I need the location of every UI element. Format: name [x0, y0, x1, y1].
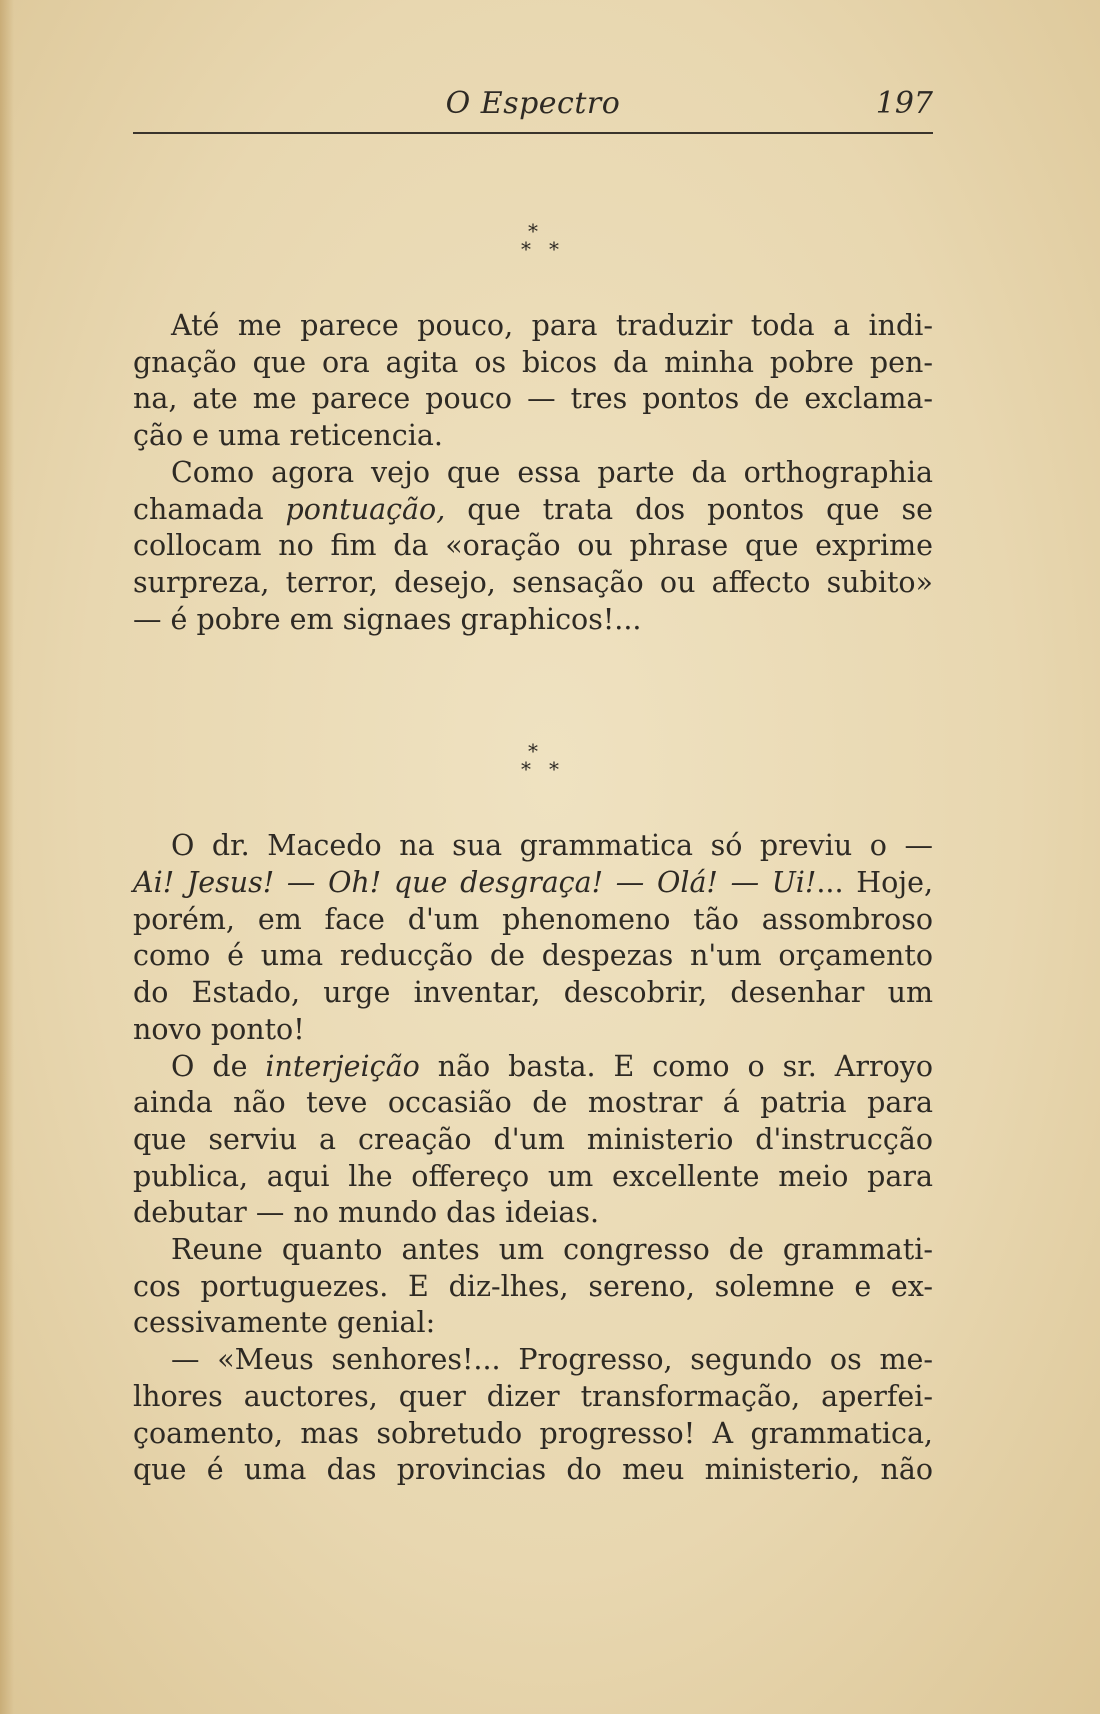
paragraph-line: que é uma das provincias do meu ministerio, não — [133, 1453, 933, 1487]
asterism-top: * — [528, 739, 538, 764]
paragraph-line: Reune quanto antes um congresso de grammati- — [171, 1233, 933, 1267]
paragraph-line: O de interjeição não basta. E como o sr. Arroyo — [171, 1049, 933, 1083]
paragraph-line: cos portuguezes. E diz-lhes, sereno, solemne e ex- — [133, 1269, 933, 1303]
paragraph-line: que serviu a creação d'um ministerio d'instrucção — [133, 1122, 933, 1156]
paragraph-line: Como agora vejo que essa parte da orthographia — [171, 455, 933, 489]
paragraph-line: debutar — no mundo das ideias. — [133, 1196, 600, 1230]
asterism-bottom: ** — [521, 757, 577, 782]
paragraph-line: O dr. Macedo na sua grammatica só previu o — — [171, 829, 933, 863]
book-page — [133, 80, 933, 1489]
paragraph-line: collocam no fim da «oração ou phrase que exprime — [133, 529, 933, 563]
paragraph-line: cessivamente genial: — [133, 1306, 436, 1340]
italic-term: pontuação, — [285, 492, 446, 526]
page-number: 197 — [875, 86, 933, 121]
section-1 — [133, 308, 933, 638]
paragraph-line: porém, em face d'um phenomeno tão assombroso — [133, 902, 933, 936]
italic-term: interjeição — [265, 1049, 420, 1083]
running-title: O Espectro — [445, 86, 621, 121]
paragraph-line: chamada pontuação, que trata dos pontos que se — [133, 492, 933, 526]
page-edge-shadow — [0, 0, 14, 1714]
paragraph-line: novo ponto! — [133, 1012, 305, 1046]
paragraph-line: ainda não teve occasião de mostrar á patria para — [133, 1086, 933, 1120]
paragraph-line: — «Meus senhores!... Progresso, segundo os me- — [171, 1343, 933, 1377]
paragraph-line: gnação que ora agita os bicos da minha pobre pen- — [133, 345, 933, 379]
asterism-separator — [503, 739, 577, 782]
paragraph-line: na, ate me parece pouco — tres pontos de exclama- — [133, 382, 933, 416]
paragraph-line: çoamento, mas sobretudo progresso! A grammatica, — [133, 1416, 933, 1450]
paragraph-line: publica, aqui lhe offereço um excellente meio para — [133, 1159, 933, 1193]
paragraph-line: surpreza, terror, desejo, sensação ou affecto subito» — [133, 565, 933, 599]
asterism-bottom: ** — [521, 237, 577, 261]
paragraph-line: — é pobre em signaes graphicos!... — [133, 602, 642, 636]
section-2 — [133, 828, 933, 1489]
asterism-top: * — [528, 219, 538, 243]
paragraph-line: do Estado, urge inventar, descobrir, desenhar um — [133, 976, 933, 1010]
asterism-separator — [503, 219, 577, 261]
paragraph-line: Até me parece pouco, para traduzir toda a indi- — [171, 309, 933, 342]
paragraph-line: como é uma reducção de despezas n'um orçamento — [133, 939, 933, 973]
paragraph-line: Ai! Jesus! — Oh! que desgraça! — Olá! — Ui!... Hoje, — [133, 866, 934, 900]
paragraph-line: ção e uma reticencia. — [133, 419, 443, 453]
paragraph-line: lhores auctores, quer dizer transformação, aperfei- — [133, 1379, 933, 1413]
running-head — [133, 80, 933, 134]
italic-interjections: Ai! Jesus! — Oh! que desgraça! — Olá! — Ui! — [133, 866, 817, 900]
